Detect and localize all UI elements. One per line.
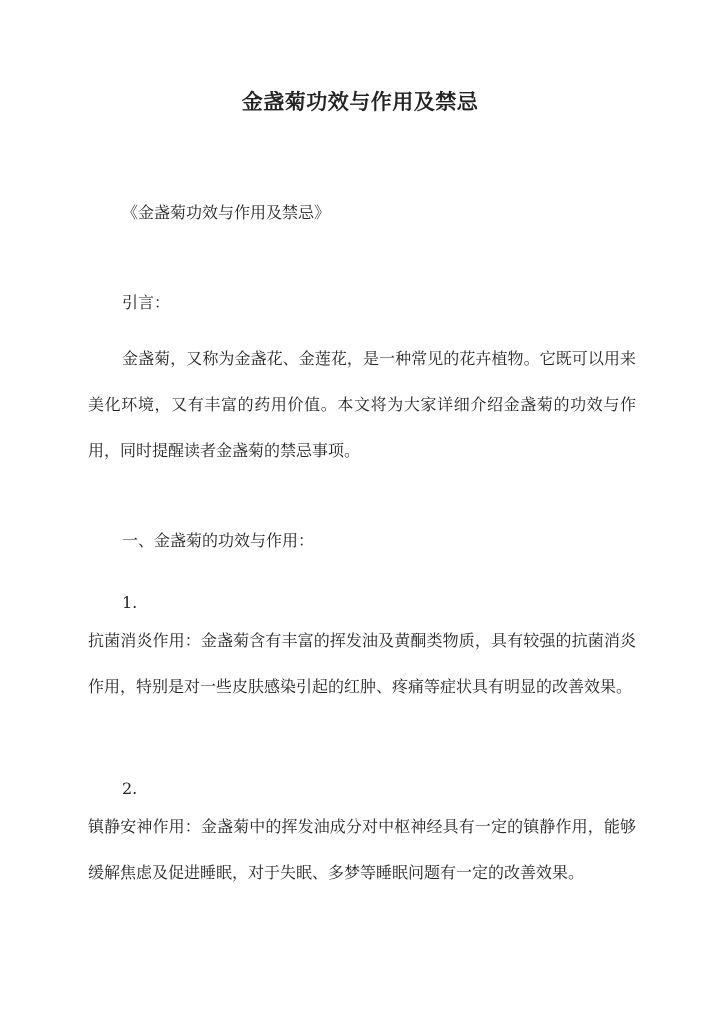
item-number-1: 1. [122, 593, 138, 612]
item-number-2: 2. [122, 779, 138, 798]
section-heading: 一、金盏菊的功效与作用： [122, 531, 315, 550]
item-text-1: 抗菌消炎作用：金盏菊含有丰富的挥发油及黄酮类物质，具有较强的抗菌消炎作用，特别是对一些皮肤感染引起的红肿、疼痛等症状具有明显的改善效果。 [88, 631, 636, 696]
document-title: 金盏菊功效与作用及禁忌 [241, 89, 479, 114]
intro-heading: 引言： [122, 293, 171, 312]
document-subtitle: 《金盏菊功效与作用及禁忌》 [122, 203, 331, 222]
item-text-2: 镇静安神作用：金盏菊中的挥发油成分对中枢神经具有一定的镇静作用，能够缓解焦虑及促进睡眠，对于失眠、多梦等睡眠问题有一定的改善效果。 [88, 817, 636, 882]
intro-paragraph: 金盏菊，又称为金盏花、金莲花，是一种常见的花卉植物。它既可以用来美化环境，又有丰富的药用价值。本文将为大家详细介绍金盏菊的功效与作用，同时提醒读者金盏菊的禁忌事项。 [88, 349, 636, 460]
